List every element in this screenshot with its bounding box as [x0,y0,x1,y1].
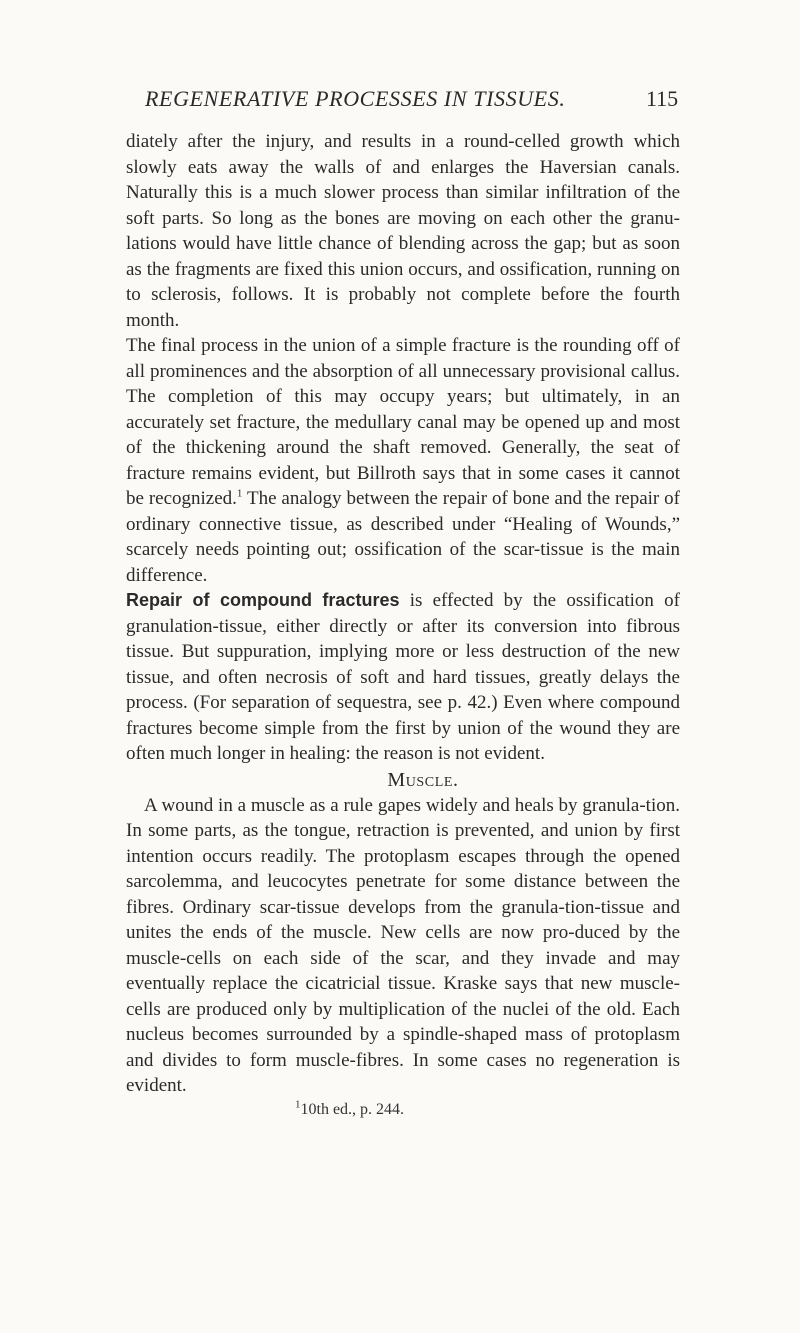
footnote-reference: 1 [236,487,243,500]
paragraph-final-process [126,333,680,588]
body-text [126,129,680,1121]
running-header [0,86,800,118]
paragraph-lead-heading: Repair of compound fractures [126,590,400,610]
page-number: 115 [646,86,679,111]
paragraph-final-process-continued: The analogy between the repair of bone and the repair of ordinary connective tissue, as described under “Healing of Wounds,” scarcely needs pointing out; ossification of the scar-tissue is the main difference. [126,488,680,586]
paragraph-compound-fractures [126,588,680,767]
section-heading-muscle: Muscle. [387,768,459,791]
running-title: REGENERATIVE PROCESSES IN TISSUES. [145,86,566,111]
footnote-text: 10th ed., p. 244. [300,1100,405,1118]
paragraph-bone-union: diately after the injury, and results in a round-celled growth which slowly eats away the walls of and enlarges the Haversian canals. Naturally this is a much slower process than similar infiltration of the soft parts. So long as the bones are moving on each other the granu-lations would have little chance of blending across the gap; but as soon as the fragments are fixed this union occurs, and ossification, running on to sclerosis, follows. It is probably not complete before the fourth month. [126,131,680,331]
paragraph-compound-fractures-text: is effected by the ossification of granulation-tissue, either directly or after its conversion into fibrous tissue. But suppuration, implying more or less destruction of the new tissue, and often necrosis of soft and hard tissues, greatly delays the process. (For separation of sequestra, see p. 42.) Even where compound fractures become simple from the first by union of the wound they are often much longer in healing: the reason is not evident. [126,590,680,764]
footnote-marker: 1 [295,1098,301,1111]
footnote [126,1099,680,1121]
paragraph-final-process-text: The final process in the union of a simple fracture is the rounding off of all prominences and the absorption of all unnecessary provisional callus. The completion of this may occupy years; but ultimately, in an accurately set fracture, the medullary canal may be opened up and most of the thickening around the shaft removed. Generally, the seat of fracture remains evident, but Billroth says that in some cases it cannot be recognized. [126,335,680,509]
paragraph-muscle-wound: A wound in a muscle as a rule gapes widely and heals by granula-tion. In some parts, as the tongue, retraction is prevented, and union by first intention occurs readily. The protoplasm escapes through the opened sarcolemma, and leucocytes penetrate for some distance between the fibres. Ordinary scar-tissue develops from the granula-tion-tissue and unites the ends of the muscle. New cells are now pro-duced by the muscle-cells on each side of the scar, and they invade and may eventually replace the cicatricial tissue. Kraske says that new muscle-cells are produced only by multiplication of the nuclei of the old. Each nucleus becomes surrounded by a spindle-shaped mass of protoplasm and divides to form muscle-fibres. In some cases no regeneration is evident. [126,794,680,1096]
